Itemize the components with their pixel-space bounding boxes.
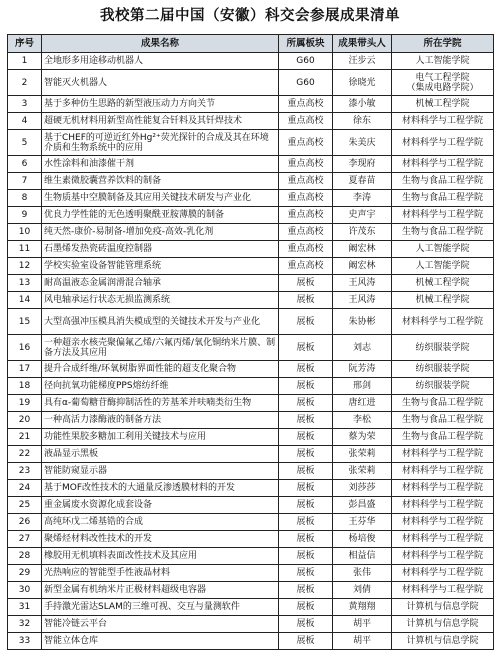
row-number: 14 [8,292,42,309]
college-cell: 材料科学与工程学院 [392,582,494,599]
header-leader: 成果带头人 [333,35,392,53]
row-number: 30 [8,582,42,599]
table-row [8,497,494,514]
table-row [8,463,494,480]
college-cell: 材料科学与工程学院 [392,463,494,480]
row-number: 18 [8,378,42,395]
category-cell: 展板 [279,548,333,565]
leader-cell: 许茂东 [333,224,392,241]
row-number: 15 [8,309,42,335]
leader-cell: 彭昌盛 [333,497,392,514]
table-row [8,275,494,292]
row-number: 2 [8,70,42,96]
table-row [8,616,494,633]
college-cell: 人工智能学院 [392,53,494,70]
row-number: 16 [8,335,42,361]
category-cell: 展板 [279,582,333,599]
achievement-name: 耐高温液态金属润滑混合轴承 [42,275,279,292]
table-row [8,130,494,156]
achievement-name: 纯天然-康价-易制备-增加免疫-高效-乳化剂 [42,224,279,241]
achievement-name: 基于MOF改性技术的大通量反渗透膜材料的开发 [42,480,279,497]
achievement-name: 水性涂料和油漆催干剂 [42,156,279,173]
table-row [8,412,494,429]
college-cell: 材料科学与工程学院 [392,497,494,514]
leader-cell: 相益信 [333,548,392,565]
row-number: 27 [8,531,42,548]
category-cell: 展板 [279,633,333,650]
leader-cell: 刘倩 [333,582,392,599]
college-cell: 材料科学与工程学院 [392,446,494,463]
college-cell: 材料科学与工程学院 [392,480,494,497]
row-number: 32 [8,616,42,633]
leader-cell: 阮芳涛 [333,361,392,378]
achievement-name: 风电轴承运行状态无损监测系统 [42,292,279,309]
leader-cell: 夏春苗 [333,173,392,190]
header-name: 成果名称 [42,35,279,53]
leader-cell: 史声宇 [333,207,392,224]
table-row [8,565,494,582]
achievement-name: 聚烯烃材料改性技术的开发 [42,531,279,548]
row-number: 24 [8,480,42,497]
category-cell: 展板 [279,446,333,463]
table-row [8,514,494,531]
row-number: 22 [8,446,42,463]
college-cell: 材料科学与工程学院 [392,514,494,531]
leader-cell: 胡平 [333,633,392,650]
category-cell: 重点高校 [279,173,333,190]
achievement-name: 光热响应的智能型手性液晶材料 [42,565,279,582]
row-number: 28 [8,548,42,565]
category-cell: 展板 [279,565,333,582]
leader-cell: 张荣莉 [333,463,392,480]
category-cell: 展板 [279,275,333,292]
achievement-name: 智能防窥显示器 [42,463,279,480]
table-row [8,207,494,224]
leader-cell: 李松 [333,412,392,429]
category-cell: 展板 [279,429,333,446]
achievement-name: 液晶显示黑板 [42,446,279,463]
achievement-name: 新型金属有机纳米片正极材料超级电容器 [42,582,279,599]
achievement-name: 石墨烯发热瓷砖温度控制器 [42,241,279,258]
table-row [8,156,494,173]
category-cell: 展板 [279,309,333,335]
category-cell: 展板 [279,463,333,480]
row-number: 9 [8,207,42,224]
college-cell: 材料科学与工程学院 [392,309,494,335]
college-cell: 生物与食品工程学院 [392,412,494,429]
achievement-name: 优良力学性能的无色透明聚酰亚胺薄膜的制备 [42,207,279,224]
achievement-name: 径向抗氧功能梯度PPS熔纺纤维 [42,378,279,395]
achievement-name: 提升合成纤维/环氧树脂界面性能的超支化聚合物 [42,361,279,378]
leader-cell: 张伟 [333,565,392,582]
row-number: 25 [8,497,42,514]
row-number: 11 [8,241,42,258]
table-row [8,224,494,241]
leader-cell: 刘志 [333,335,392,361]
achievement-name: 基于多种仿生思路的新型液压动力方向关节 [42,96,279,113]
college-cell: 生物与食品工程学院 [392,429,494,446]
leader-cell: 朱美庆 [333,130,392,156]
college-cell: 机械工程学院 [392,275,494,292]
category-cell: 重点高校 [279,113,333,130]
table-row [8,335,494,361]
college-cell: 材料科学与工程学院 [392,113,494,130]
college-cell: 生物与食品工程学院 [392,395,494,412]
category-cell: 展板 [279,599,333,616]
row-number: 3 [8,96,42,113]
college-cell: 人工智能学院 [392,258,494,275]
leader-cell: 杨培俊 [333,531,392,548]
category-cell: G60 [279,53,333,70]
leader-cell: 胡平 [333,616,392,633]
table-header-row [8,35,494,53]
document-title: 我校第二届中国（安徽）科交会参展成果清单 [100,8,400,24]
row-number: 19 [8,395,42,412]
table-row [8,361,494,378]
row-number: 13 [8,275,42,292]
header-no: 序号 [8,35,42,53]
college-cell: 计算机与信息学院 [392,616,494,633]
achievement-name: 学校实验室设备智能管理系统 [42,258,279,275]
achievement-name: 基于CHEF的可逆近红外Hg²⁺荧光探针的合成及其在环境介质和生物系统中的应用 [42,130,279,156]
row-number: 10 [8,224,42,241]
table-row [8,173,494,190]
leader-cell: 黄翔翔 [333,599,392,616]
achievement-name: 全地形多用途移动机器人 [42,53,279,70]
college-cell: 机械工程学院 [392,292,494,309]
category-cell: 重点高校 [279,241,333,258]
category-cell: 重点高校 [279,130,333,156]
category-cell: 展板 [279,292,333,309]
leader-cell: 唐红进 [333,395,392,412]
college-cell: 机械工程学院 [392,96,494,113]
leader-cell: 王芬华 [333,514,392,531]
row-number: 7 [8,173,42,190]
row-number: 6 [8,156,42,173]
college-cell: 生物与食品工程学院 [392,173,494,190]
leader-cell: 汪步云 [333,53,392,70]
achievement-name: 智能灭火机器人 [42,70,279,96]
college-cell: 材料科学与工程学院 [392,565,494,582]
category-cell: 展板 [279,412,333,429]
table-row [8,292,494,309]
table-row [8,599,494,616]
achievement-name: 高纯环戊二烯基锆的合成 [42,514,279,531]
table-body [8,53,494,650]
category-cell: 重点高校 [279,96,333,113]
leader-cell: 张荣莉 [333,446,392,463]
college-cell: 纺织服装学院 [392,378,494,395]
leader-cell: 李现府 [333,156,392,173]
category-cell: 展板 [279,361,333,378]
table-row [8,241,494,258]
category-cell: G60 [279,70,333,96]
achievement-name: 手持激光雷达SLAM的三维可视、交互与量测软件 [42,599,279,616]
row-number: 8 [8,190,42,207]
leader-cell: 蔡为荣 [333,429,392,446]
table-row [8,258,494,275]
category-cell: 展板 [279,378,333,395]
table-row [8,582,494,599]
table-row [8,531,494,548]
achievement-name: 功能性果胶多糖加工利用关键技术与应用 [42,429,279,446]
achievement-name: 智能冷链云平台 [42,616,279,633]
category-cell: 重点高校 [279,224,333,241]
leader-cell: 王风涛 [333,275,392,292]
achievement-name: 智能立体仓库 [42,633,279,650]
leader-cell: 徐晓光 [333,70,392,96]
leader-cell: 阚宏林 [333,241,392,258]
achievement-name: 一种高活力漆酶液的制备方法 [42,412,279,429]
leader-cell: 邢剑 [333,378,392,395]
college-cell: 生物与食品工程学院 [392,224,494,241]
category-cell: 展板 [279,497,333,514]
leader-cell: 徐东 [333,113,392,130]
category-cell: 展板 [279,480,333,497]
college-cell: 电气工程学院 （集成电路学院） [392,70,494,96]
category-cell: 重点高校 [279,190,333,207]
row-number: 29 [8,565,42,582]
table-row [8,548,494,565]
achievement-name: 生物质基中空膜制备及其应用关键技术研发与产业化 [42,190,279,207]
leader-cell: 李涛 [333,190,392,207]
row-number: 31 [8,599,42,616]
achievement-name: 维生素微胶囊营养饮料的制备 [42,173,279,190]
table-row [8,309,494,335]
college-cell: 材料科学与工程学院 [392,207,494,224]
header-category: 所属板块 [279,35,333,53]
achievement-name: 超硬无机材料用新型高性能复合钎料及其钎焊技术 [42,113,279,130]
category-cell: 展板 [279,514,333,531]
category-cell: 展板 [279,395,333,412]
category-cell: 展板 [279,616,333,633]
header-college: 所在学院 [392,35,494,53]
table-row [8,429,494,446]
row-number: 26 [8,514,42,531]
table-row [8,96,494,113]
table-row [8,480,494,497]
leader-cell: 朱协彬 [333,309,392,335]
category-cell: 重点高校 [279,156,333,173]
college-cell: 材料科学与工程学院 [392,130,494,156]
college-cell: 纺织服装学院 [392,335,494,361]
table-row [8,190,494,207]
row-number: 1 [8,53,42,70]
category-cell: 重点高校 [279,207,333,224]
table-row [8,70,494,96]
category-cell: 展板 [279,335,333,361]
leader-cell: 王风涛 [333,292,392,309]
table-row [8,633,494,650]
college-cell: 材料科学与工程学院 [392,548,494,565]
achievement-name: 橡胶用无机填料表面改性技术及其应用 [42,548,279,565]
category-cell: 展板 [279,531,333,548]
row-number: 21 [8,429,42,446]
row-number: 17 [8,361,42,378]
achievement-name: 一种超亲水核壳聚偏氟乙烯/六氟丙烯/氧化铜纳米片膜、制备方法及其应用 [42,335,279,361]
table-row [8,53,494,70]
achievement-name: 具有α-葡萄糖苷酶抑制活性的芳基苯并呋喃类衍生物 [42,395,279,412]
table-row [8,395,494,412]
row-number: 20 [8,412,42,429]
row-number: 23 [8,463,42,480]
college-cell: 材料科学与工程学院 [392,531,494,548]
row-number: 5 [8,130,42,156]
row-number: 33 [8,633,42,650]
row-number: 4 [8,113,42,130]
category-cell: 重点高校 [279,258,333,275]
leader-cell: 漆小敏 [333,96,392,113]
achievements-table [7,34,494,650]
college-cell: 材料科学与工程学院 [392,156,494,173]
row-number: 12 [8,258,42,275]
table-row [8,113,494,130]
table-row [8,446,494,463]
leader-cell: 刘莎莎 [333,480,392,497]
achievement-name: 重金属废水资源化成套设备 [42,497,279,514]
leader-cell: 阚宏林 [333,258,392,275]
college-cell: 生物与食品工程学院 [392,190,494,207]
college-cell: 计算机与信息学院 [392,633,494,650]
table-row [8,378,494,395]
college-cell: 计算机与信息学院 [392,599,494,616]
college-cell: 人工智能学院 [392,241,494,258]
achievement-name: 大型高强冲压模具消失模成型的关键技术开发与产业化 [42,309,279,335]
college-cell: 纺织服装学院 [392,361,494,378]
